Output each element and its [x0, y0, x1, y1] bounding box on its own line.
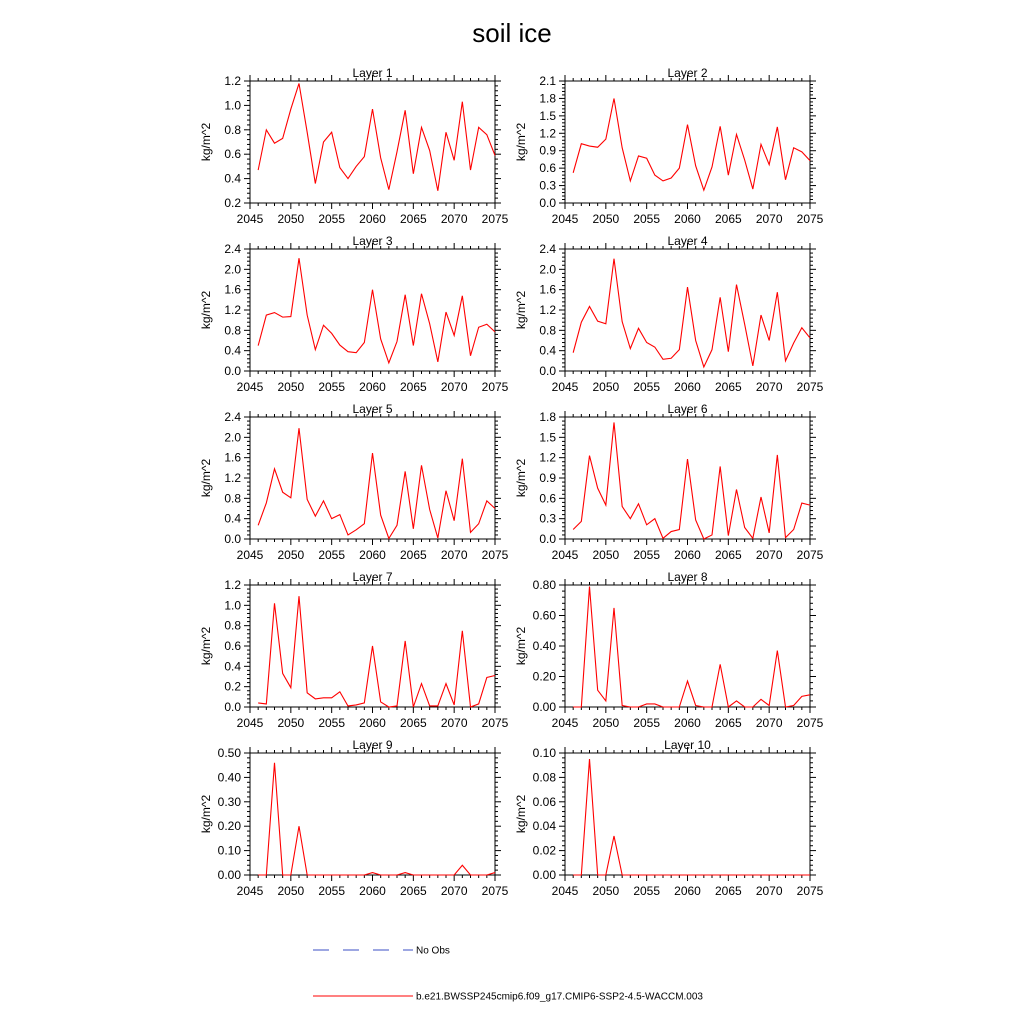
x-tick-label: 2050 [592, 548, 620, 562]
y-tick-label: 0.6 [224, 639, 241, 653]
x-tick-label: 2060 [359, 212, 386, 226]
y-axis-label: kg/m^2 [514, 122, 528, 162]
x-tick-label: 2045 [551, 212, 579, 226]
x-tick-label: 2055 [633, 212, 661, 226]
panel-title: Layer 6 [667, 402, 708, 416]
panel-title: Layer 5 [352, 402, 393, 416]
x-tick-label: 2050 [592, 716, 620, 730]
y-tick-label: 0.0 [539, 532, 556, 546]
y-axis-label: kg/m^2 [514, 626, 528, 666]
y-tick-label: 0.06 [532, 794, 556, 809]
x-tick-label: 2075 [796, 884, 824, 898]
x-tick-label: 2060 [359, 380, 386, 394]
x-tick-label: 2065 [399, 548, 427, 562]
y-axis-label: kg/m^2 [199, 458, 213, 498]
y-tick-label: 0.4 [224, 343, 241, 358]
y-tick-label: 1.5 [539, 430, 556, 445]
y-tick-label: 0.0 [224, 532, 241, 546]
y-axis-label: kg/m^2 [514, 794, 528, 834]
y-tick-label: 0.00 [532, 700, 556, 714]
x-tick-label: 2065 [399, 380, 427, 394]
x-tick-label: 2060 [359, 716, 386, 730]
y-tick-label: 1.2 [539, 450, 556, 465]
x-tick-label: 2055 [318, 212, 346, 226]
y-axis-label: kg/m^2 [514, 458, 528, 498]
x-tick-label: 2060 [359, 884, 386, 898]
x-tick-label: 2045 [551, 716, 579, 730]
x-tick-label: 2065 [399, 716, 427, 730]
x-tick-label: 2050 [592, 212, 620, 226]
panel-title: Layer 8 [667, 570, 708, 584]
y-tick-label: 2.0 [224, 430, 241, 445]
y-tick-label: 0.20 [217, 819, 241, 834]
x-tick-label: 2075 [481, 380, 509, 394]
y-tick-label: 0.2 [224, 679, 241, 694]
y-tick-label: 1.2 [224, 74, 241, 88]
panel-title: Layer 4 [667, 234, 708, 248]
figure-title: soil ice [472, 18, 552, 48]
y-tick-label: 2.0 [539, 262, 556, 277]
y-tick-label: 0.50 [217, 746, 241, 760]
x-tick-label: 2070 [440, 212, 468, 226]
y-tick-label: 0.00 [217, 868, 241, 882]
x-tick-label: 2065 [399, 212, 427, 226]
y-tick-label: 0.4 [224, 171, 241, 186]
x-tick-label: 2070 [755, 716, 783, 730]
y-tick-label: 0.04 [532, 819, 556, 834]
x-tick-label: 2055 [633, 380, 661, 394]
x-tick-label: 2070 [755, 548, 783, 562]
y-tick-label: 0.4 [539, 343, 556, 358]
x-tick-label: 2050 [277, 380, 305, 394]
x-tick-label: 2045 [551, 380, 579, 394]
y-tick-label: 0.3 [539, 178, 556, 193]
y-tick-label: 0.8 [224, 323, 241, 338]
x-tick-label: 2060 [674, 380, 701, 394]
y-tick-label: 0.8 [539, 323, 556, 338]
y-tick-label: 0.10 [532, 746, 556, 760]
x-tick-label: 2045 [236, 548, 264, 562]
y-tick-label: 1.2 [224, 303, 241, 317]
x-tick-label: 2075 [481, 716, 509, 730]
x-tick-label: 2055 [318, 548, 346, 562]
x-tick-label: 2075 [481, 212, 509, 226]
y-tick-label: 2.4 [224, 410, 241, 424]
x-tick-label: 2075 [481, 548, 509, 562]
x-tick-label: 2055 [633, 548, 661, 562]
y-tick-label: 0.2 [224, 196, 241, 210]
y-tick-label: 1.6 [539, 282, 556, 297]
x-tick-label: 2070 [755, 212, 783, 226]
x-tick-label: 2065 [714, 716, 742, 730]
panel-title: Layer 9 [352, 738, 393, 752]
x-tick-label: 2055 [318, 884, 346, 898]
x-tick-label: 2075 [796, 212, 824, 226]
y-tick-label: 1.0 [224, 98, 241, 113]
x-tick-label: 2075 [796, 716, 824, 730]
x-tick-label: 2050 [592, 380, 620, 394]
x-tick-label: 2070 [755, 380, 783, 394]
x-tick-label: 2070 [440, 548, 468, 562]
y-tick-label: 1.5 [539, 108, 556, 123]
x-tick-label: 2065 [714, 380, 742, 394]
x-tick-label: 2050 [277, 716, 305, 730]
x-tick-label: 2065 [714, 212, 742, 226]
x-tick-label: 2060 [674, 212, 701, 226]
y-tick-label: 0.8 [224, 618, 241, 633]
y-tick-label: 0.4 [224, 659, 241, 674]
y-tick-label: 1.8 [539, 91, 556, 106]
y-tick-label: 0.0 [224, 700, 241, 714]
x-tick-label: 2065 [399, 884, 427, 898]
x-tick-label: 2045 [551, 548, 579, 562]
x-tick-label: 2050 [277, 884, 305, 898]
y-tick-label: 1.8 [539, 410, 556, 424]
y-tick-label: 1.2 [224, 578, 241, 592]
x-tick-label: 2070 [440, 716, 468, 730]
panel-title: Layer 1 [352, 66, 393, 80]
x-tick-label: 2050 [277, 548, 305, 562]
legend-obs-label: No Obs [416, 945, 450, 957]
x-tick-label: 2045 [236, 380, 264, 394]
x-tick-label: 2075 [796, 380, 824, 394]
y-tick-label: 1.6 [224, 282, 241, 297]
y-tick-label: 0.8 [224, 491, 241, 506]
y-tick-label: 0.8 [224, 122, 241, 137]
x-tick-label: 2060 [674, 716, 701, 730]
y-tick-label: 0.02 [532, 843, 556, 858]
y-tick-label: 1.6 [224, 450, 241, 465]
y-tick-label: 0.40 [532, 639, 556, 653]
panel-title: Layer 3 [352, 234, 393, 248]
x-tick-label: 2060 [674, 884, 701, 898]
y-tick-label: 0.10 [217, 843, 241, 858]
y-tick-label: 0.6 [539, 161, 556, 176]
x-tick-label: 2055 [633, 716, 661, 730]
x-tick-label: 2045 [236, 716, 264, 730]
y-tick-label: 2.0 [224, 262, 241, 277]
y-tick-label: 0.60 [532, 608, 556, 623]
x-tick-label: 2065 [714, 548, 742, 562]
y-tick-label: 0.20 [532, 669, 556, 684]
x-tick-label: 2050 [277, 212, 305, 226]
y-axis-label: kg/m^2 [199, 794, 213, 834]
x-tick-label: 2070 [440, 884, 468, 898]
y-tick-label: 2.4 [224, 242, 241, 256]
x-tick-label: 2055 [318, 716, 346, 730]
y-tick-label: 0.80 [532, 578, 556, 592]
y-tick-label: 1.2 [539, 303, 556, 317]
y-axis-label: kg/m^2 [199, 626, 213, 666]
y-tick-label: 0.0 [539, 196, 556, 210]
x-tick-label: 2065 [714, 884, 742, 898]
x-tick-label: 2075 [481, 884, 509, 898]
y-tick-label: 0.40 [217, 770, 241, 785]
x-tick-label: 2060 [359, 548, 386, 562]
panel-title: Layer 10 [664, 738, 711, 752]
y-tick-label: 2.1 [539, 74, 556, 88]
legend-model-label: b.e21.BWSSP245cmip6.f09_g17.CMIP6-SSP2-4.5-WACCM.003 [416, 991, 703, 1003]
x-tick-label: 2055 [633, 884, 661, 898]
x-tick-label: 2060 [674, 548, 701, 562]
x-tick-label: 2045 [551, 884, 579, 898]
x-tick-label: 2045 [236, 884, 264, 898]
y-tick-label: 0.6 [224, 147, 241, 162]
y-tick-label: 0.9 [539, 143, 556, 158]
y-tick-label: 0.08 [532, 770, 556, 785]
x-tick-label: 2070 [755, 884, 783, 898]
panel-title: Layer 7 [352, 570, 393, 584]
y-axis-label: kg/m^2 [199, 290, 213, 330]
panel-title: Layer 2 [667, 66, 708, 80]
y-tick-label: 2.4 [539, 242, 556, 256]
y-tick-label: 0.00 [532, 868, 556, 882]
x-tick-label: 2055 [318, 380, 346, 394]
y-tick-label: 0.30 [217, 794, 241, 809]
x-tick-label: 2070 [440, 380, 468, 394]
x-tick-label: 2050 [592, 884, 620, 898]
y-tick-label: 0.0 [224, 364, 241, 378]
y-axis-label: kg/m^2 [199, 122, 213, 162]
y-tick-label: 0.9 [539, 471, 556, 485]
y-tick-label: 0.6 [539, 491, 556, 506]
y-tick-label: 1.0 [224, 598, 241, 613]
y-tick-label: 0.4 [224, 511, 241, 526]
y-tick-label: 0.3 [539, 511, 556, 526]
y-tick-label: 1.2 [539, 126, 556, 141]
x-tick-label: 2075 [796, 548, 824, 562]
y-tick-label: 0.0 [539, 364, 556, 378]
y-tick-label: 1.2 [224, 471, 241, 485]
y-axis-label: kg/m^2 [514, 290, 528, 330]
x-tick-label: 2045 [236, 212, 264, 226]
